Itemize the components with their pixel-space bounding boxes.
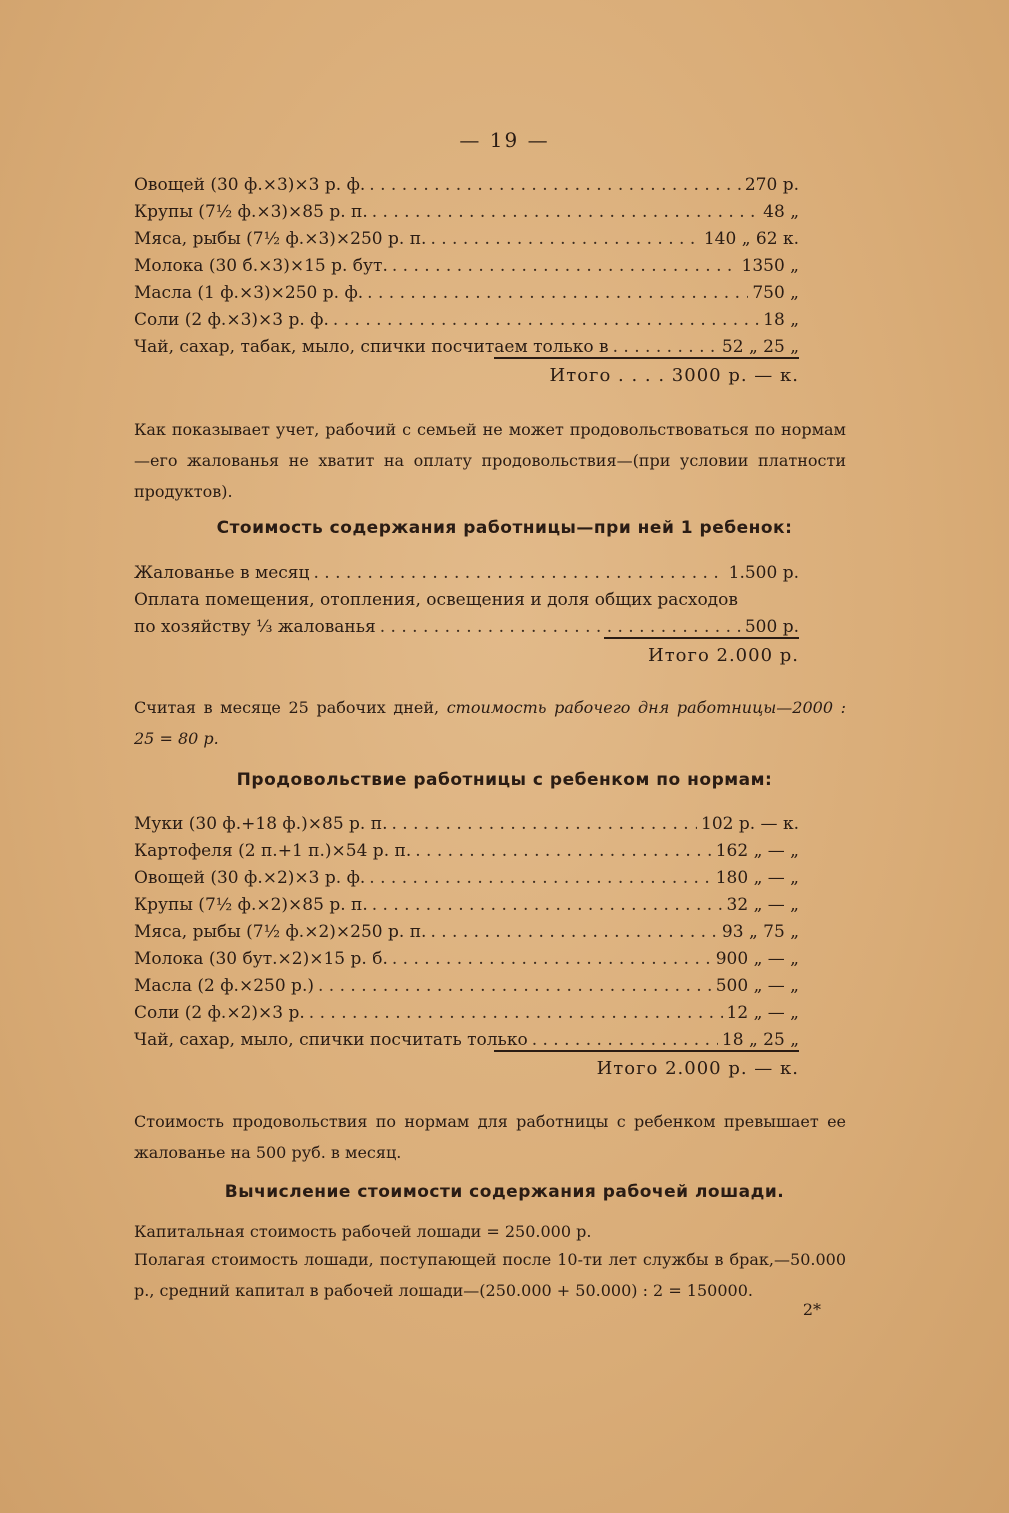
paragraph-family-conclusion: Как показывает учет, рабочий с семьей не может продовольствоваться по нормам—его жалованья не хватит на оплату продовольствия—(при условии платности продуктов).	[134, 420, 846, 501]
row-label: Мяса, рыбы (7½ ф.×3)×250 р. п.	[134, 229, 427, 249]
leader-dots	[392, 949, 712, 969]
leader-dots	[313, 563, 724, 583]
table-row	[134, 996, 799, 1023]
row-amount: 1350 „	[741, 256, 799, 276]
total-rule	[604, 637, 799, 639]
row-label: Мяса, рыбы (7½ ф.×2)×250 р. п.	[134, 922, 427, 942]
table-row	[134, 303, 799, 330]
row-label: Крупы (7½ ф.×2)×85 р. п.	[134, 895, 368, 915]
row-amount: 102 р. — к.	[701, 814, 799, 834]
leader-dots	[372, 895, 723, 915]
table-row	[134, 969, 799, 996]
heading-worker-cost: Стоимость содержания работницы—при ней 1 ребенок:	[216, 518, 793, 538]
table-row	[134, 583, 799, 610]
wage-table	[134, 556, 799, 666]
row-amount: 18 „ 25 „	[721, 1030, 799, 1050]
row-amount: 900 „ — „	[715, 949, 799, 969]
row-label: Соли (2 ф.×3)×3 р. ф.	[134, 310, 329, 330]
table-row	[134, 834, 799, 861]
food-table-worker	[134, 807, 799, 1079]
row-amount: 162 „ — „	[715, 841, 799, 861]
signature-mark: 2*	[802, 1300, 821, 1319]
row-label: Овощей (30 ф.×3)×3 р. ф.	[134, 175, 366, 195]
row-amount: 140 „ 62 к.	[703, 229, 799, 249]
leader-dots	[430, 922, 717, 942]
row-label: Масла (1 ф.×3)×250 р. ф.	[134, 283, 364, 303]
row-amount: 270 р.	[744, 175, 799, 195]
paragraph-worker-deficit: Стоимость продовольствия по нормам для работницы с ребенком превышает ее жалованье на 500 руб. в месяц.	[134, 1112, 846, 1162]
table-total: Итого 2.000 р.	[648, 645, 799, 666]
leader-dots	[391, 814, 697, 834]
food-table-family	[134, 168, 799, 386]
leader-dots	[392, 256, 738, 276]
row-amount: 500 „ — „	[715, 976, 799, 996]
row-label: Оплата помещения, отопления, освещения и доля общих расходов	[134, 590, 738, 610]
table-row	[134, 168, 799, 195]
leader-dots	[372, 202, 759, 222]
heading-horse-cost: Вычисление стоимости содержания рабочей лошади.	[224, 1182, 785, 1202]
leader-dots	[613, 337, 718, 357]
table-row	[134, 915, 799, 942]
paragraph-horse-average: Полагая стоимость лошади, поступающей после 10-ти лет службы в брак,—50.000 р., средний капитал в рабочей лошади—(250.000 + 50.000) : 2 = 150000.	[134, 1250, 846, 1300]
row-amount: 48 „	[763, 202, 799, 222]
table-row	[134, 222, 799, 249]
total-rule	[494, 1050, 799, 1052]
table-row	[134, 195, 799, 222]
leader-dots	[369, 175, 741, 195]
leader-dots	[333, 310, 759, 330]
heading-worker-food: Продовольствие работницы с ребенком по нормам:	[236, 770, 773, 790]
row-label: Чай, сахар, мыло, спички посчитать только	[134, 1030, 528, 1050]
paragraph-horse-capital: Капитальная стоимость рабочей лошади = 250.000 р.	[134, 1222, 592, 1241]
row-label: Молока (30 б.×3)×15 р. бут.	[134, 256, 388, 276]
row-label: Чай, сахар, табак, мыло, спички посчитаем только в	[134, 337, 609, 357]
row-amount: 12 „ — „	[726, 1003, 799, 1023]
workday-text: Считая в месяце 25 рабочих дней,	[134, 698, 440, 717]
row-label: по хозяйству ⅓ жалованья	[134, 617, 376, 637]
table-row	[134, 861, 799, 888]
leader-dots	[532, 1030, 718, 1050]
total-rule	[494, 357, 799, 359]
row-amount: 750 „	[752, 283, 799, 303]
leader-dots	[430, 229, 699, 249]
row-label: Соли (2 ф.×2)×3 р.	[134, 1003, 305, 1023]
row-amount: 500 р.	[744, 617, 799, 637]
row-label: Муки (30 ф.+18 ф.)×85 р. п.	[134, 814, 388, 834]
paragraph-workday-cost	[134, 692, 846, 754]
row-label: Крупы (7½ ф.×3)×85 р. п.	[134, 202, 368, 222]
row-amount: 93 „ 75 „	[721, 922, 799, 942]
table-row	[134, 807, 799, 834]
page-number: — 19 —	[459, 128, 550, 152]
table-total: Итого 2.000 р. — к.	[596, 1058, 799, 1079]
leader-dots	[369, 868, 711, 888]
table-row	[134, 888, 799, 915]
table-row	[134, 942, 799, 969]
row-amount: 18 „	[763, 310, 799, 330]
row-amount: 32 „ — „	[726, 895, 799, 915]
leader-dots	[380, 617, 741, 637]
row-amount: 180 „ — „	[715, 868, 799, 888]
row-label: Молока (30 бут.×2)×15 р. б.	[134, 949, 388, 969]
table-row	[134, 330, 799, 357]
table-row	[134, 249, 799, 276]
table-row	[134, 276, 799, 303]
leader-dots	[415, 841, 711, 861]
row-label: Картофеля (2 п.+1 п.)×54 р. п.	[134, 841, 412, 861]
leader-dots	[309, 1003, 723, 1023]
table-total: Итого . . . . 3000 р. — к.	[549, 365, 799, 386]
workday-cost-italic: стоимость рабочего дня работницы—2000 : 25 = 80 р.	[134, 698, 846, 748]
leader-dots	[318, 976, 712, 996]
leader-dots	[367, 283, 748, 303]
row-label: Масла (2 ф.×250 р.)	[134, 976, 314, 996]
table-row	[134, 556, 799, 583]
row-amount: 1.500 р.	[728, 563, 799, 583]
table-row	[134, 610, 799, 637]
row-label: Овощей (30 ф.×2)×3 р. ф.	[134, 868, 366, 888]
table-row	[134, 1023, 799, 1050]
row-amount: 52 „ 25 „	[721, 337, 799, 357]
row-label: Жалованье в месяц	[134, 563, 310, 583]
